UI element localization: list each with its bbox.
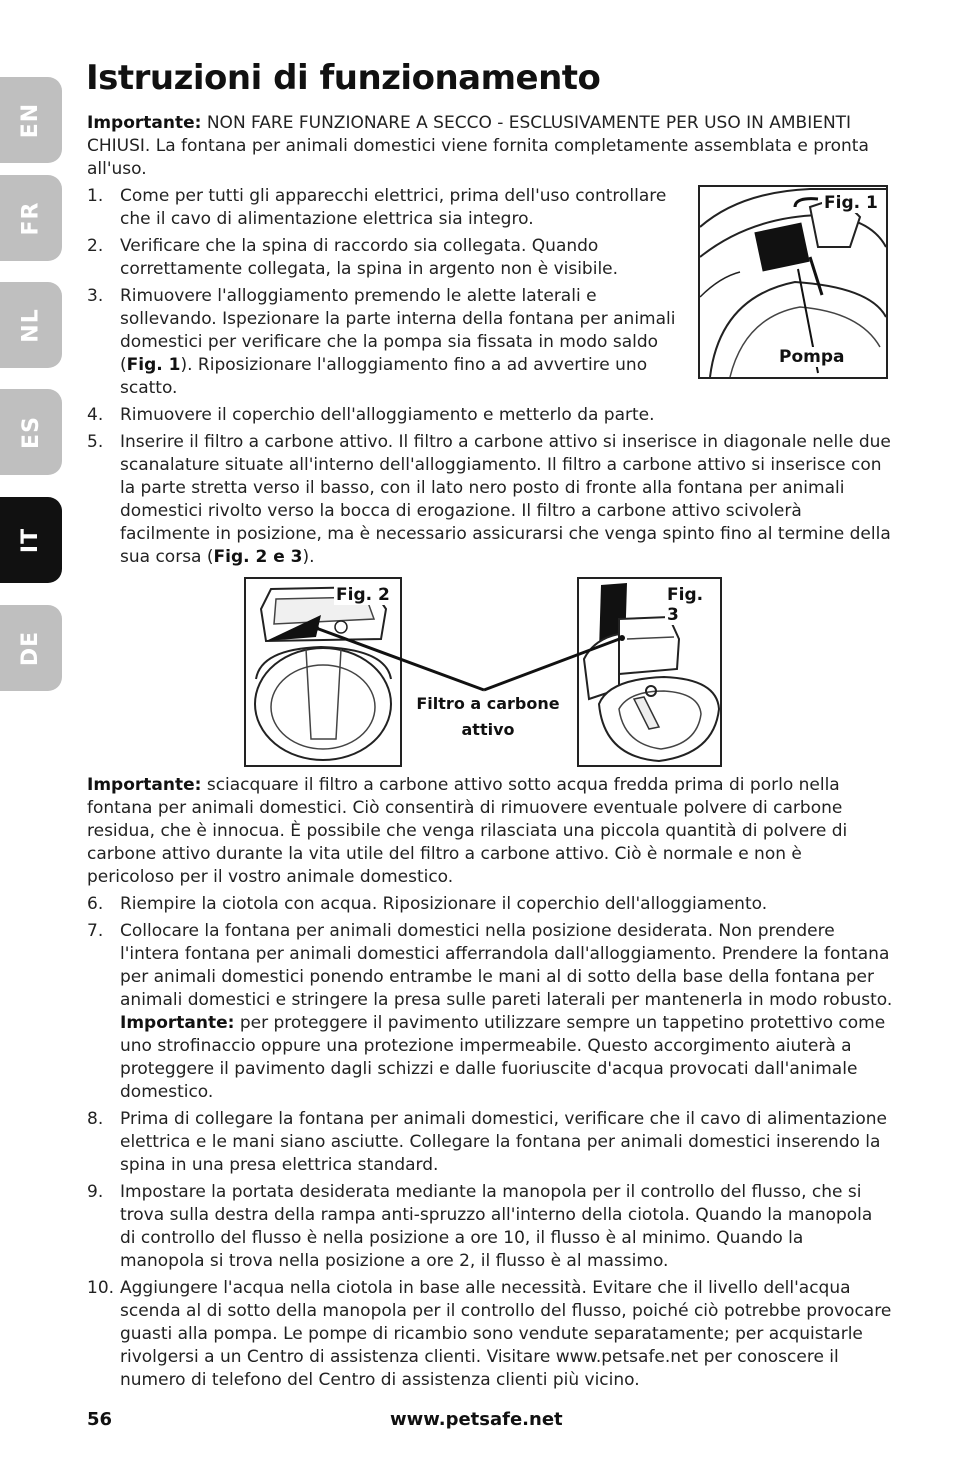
figure-label: Fig. 1 [824, 193, 878, 213]
step-text: per proteggere il pavimento utilizzare sempre un tappetino protettivo come uno strofinaccio oppure una protezione impermeabile. Questo accorgimento aiuterà a proteggere il pavimento dagli schizzi e dalle fuoriuscite d'acqua provocati dall'animale domestico. [120, 1013, 886, 1102]
filter-caption [404, 691, 572, 743]
figure-caption: Pompa [779, 347, 845, 367]
important-label: Importante: [120, 1013, 235, 1033]
important-text: sciacquare il filtro a carbone attivo sotto acqua fredda prima di porlo nella fontana per animali domestici. Ciò consentirà di rimuovere eventuale polvere di carbone residua, che è innocua. È possibile che venga rilasciata una piccola quantità di polvere di carbone attivo durante la vita utile del filtro a carbone attivo. Ciò è normale e non è pericoloso per il vostro animale domestico. [87, 775, 848, 887]
lang-tab-label: ES [18, 415, 44, 449]
figure-label: Fig. 3 [665, 585, 720, 625]
list-item [87, 1181, 893, 1273]
step-text: ). [302, 547, 315, 567]
list-item [87, 1277, 893, 1392]
step-number: 3. [87, 286, 104, 306]
caption-line: Filtro a carbone [416, 694, 560, 713]
list-item [87, 893, 893, 916]
step-text: Rimuovere il coperchio dell'alloggiamento e metterlo da parte. [120, 405, 655, 425]
lang-tab-label: DE [18, 630, 44, 666]
list-item [87, 920, 893, 1104]
lang-tab-label: NL [18, 307, 44, 343]
step-number: 4. [87, 405, 104, 425]
footer-url[interactable]: www.petsafe.net [390, 1409, 563, 1430]
step-number: 9. [87, 1182, 104, 1202]
important-label: Importante: [87, 775, 202, 795]
intro-text: NON FARE FUNZIONARE A SECCO - ESCLUSIVAMENTE PER USO IN AMBIENTI CHIUSI. La fontana per animali domestici viene fornita completamente assemblata e pronta all'uso. [87, 113, 869, 179]
lang-tab-label: IT [18, 527, 44, 553]
important-paragraph [87, 774, 887, 889]
step-number: 2. [87, 236, 104, 256]
step-text: Impostare la portata desiderata mediante la manopola per il controllo del flusso, che si trova sulla destra della rampa anti-spruzzo all'interno della ciotola. Quando la manopola di controllo del flusso è nella posizione a ore 10, il flusso è al minimo. Quando la manopola si trova nella posizione a ore 2, il flusso è al massimo. [120, 1182, 873, 1271]
figure-reference: Fig. 2 e 3 [213, 547, 303, 567]
figure-reference: Fig. 1 [126, 355, 181, 375]
step-text: Rimuovere l'alloggiamento premendo le alette laterali e sollevando. Ispezionare la parte interna della fontana per animali domestici per verificare che la pompa sia fissata in modo saldo ( [120, 286, 676, 375]
steps-list-c [87, 893, 893, 1396]
list-item [87, 1108, 893, 1177]
step-number: 5. [87, 432, 104, 452]
page-number: 56 [87, 1409, 113, 1430]
lang-tab-label: FR [18, 201, 44, 235]
step-number: 1. [87, 186, 104, 206]
step-text: Inserire il filtro a carbone attivo. Il filtro a carbone attivo si inserisce in diagonale nelle due scanalature situate all'interno dell'alloggiamento. Il filtro a carbone attivo si inserisce con la parte stretta verso il basso, con il lato nero posto di fronte alla fontana per animali domestici rivolto verso la bocca di erogazione. Il filtro a carbone attivo scivolerà facilmente in posizione, ma è necessario assicurarsi che venga spinto fino al termine della sua corsa ( [120, 432, 891, 567]
step-number: 7. [87, 921, 104, 941]
step-number: 6. [87, 894, 104, 914]
important-label: Importante: [87, 113, 202, 133]
step-text: Collocare la fontana per animali domestici nella posizione desiderata. Non prendere l'intera fontana per animali domestici afferrandola dall'alloggiamento. Prendere la fontana per animali domestici ponendo entrambe le mani al di sotto della base della fontana per animali domestici e stringere la presa sulle pareti laterali per mantenerla in modo robusto. [120, 921, 893, 1010]
step-text: Verificare che la spina di raccordo sia collegata. Quando correttamente collegata, la spina in argento non è visibile. [120, 236, 619, 279]
step-text: Riempire la ciotola con acqua. Riposizionare il coperchio dell'alloggiamento. [120, 894, 768, 914]
step-text: Come per tutti gli apparecchi elettrici, prima dell'uso controllare che il cavo di alimentazione elettrica sia integro. [120, 186, 667, 229]
step-text: Aggiungere l'acqua nella ciotola in base alle necessità. Evitare che il livello dell'acqua scenda al di sotto della manopola per il controllo del flusso, poiché ciò potrebbe provocare guasti alla pompa. Le pompe di ricambio sono vendute separatamente; per acquistarle rivolgersi a un Centro di assistenza clienti. Visitare www.petsafe.net per conoscere il numero di telefono del Centro di assistenza clienti più vicino. [120, 1278, 892, 1390]
figure-label: Fig. 2 [336, 585, 390, 605]
step-number: 8. [87, 1109, 104, 1129]
step-number: 10. [87, 1278, 115, 1298]
lang-tab-label: EN [18, 102, 44, 138]
step-text: Prima di collegare la fontana per animali domestici, verificare che il cavo di alimentazione elettrica e le mani siano asciutte. Collegare la fontana per animali domestici inserendo la spina in una presa elettrica standard. [120, 1109, 887, 1175]
step-text: ). Riposizionare l'alloggiamento fino a ad avvertire uno scatto. [120, 355, 648, 398]
page-title: Istruzioni di funzionamento [86, 58, 601, 98]
caption-line: attivo [461, 720, 515, 739]
